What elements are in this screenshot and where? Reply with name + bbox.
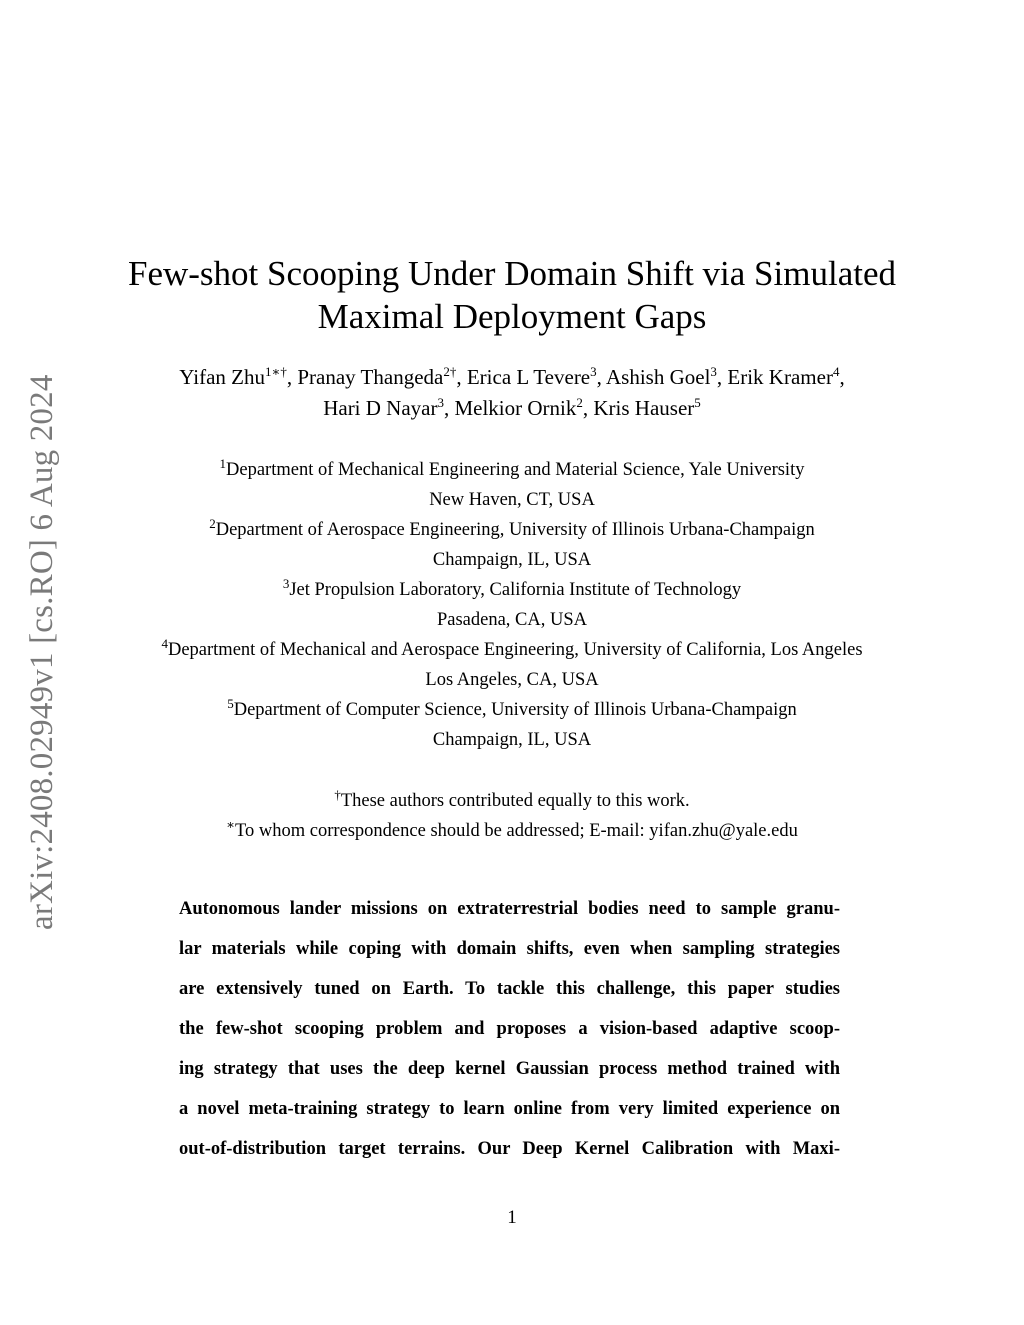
affiliation-location: New Haven, CT, USA: [429, 490, 595, 510]
author-list: [0, 362, 1024, 424]
abstract-line: out-of-distribution target terrains. Our Deep Kernel Calibration with Maxi-: [179, 1139, 840, 1159]
note-mark: †: [334, 786, 341, 802]
affiliation-text: Department of Mechanical and Aerospace Engineering, University of California, Los Angeles: [167, 640, 863, 660]
affiliation-text: Department of Aerospace Engineering, University of Illinois Urbana-Champaign: [215, 520, 815, 540]
paper-title: [0, 252, 1024, 338]
author-affiliation-mark: 3: [590, 364, 597, 379]
note-text: To whom correspondence should be addressed; E-mail: yifan.zhu@yale.edu: [234, 821, 798, 841]
author-affiliation-mark: 3: [437, 395, 444, 410]
affiliation-location: Los Angeles, CA, USA: [425, 670, 599, 690]
affiliation-mark: 1: [219, 455, 227, 471]
equal-contribution-note: [0, 786, 1024, 816]
abstract-line: a novel meta-training strategy to learn online from very limited experience on: [179, 1099, 840, 1119]
affiliation-location: Champaign, IL, USA: [432, 550, 592, 570]
affiliation-text: Department of Computer Science, University of Illinois Urbana-Champaign: [233, 700, 797, 720]
affiliation-list: [0, 455, 1024, 755]
author-affiliation-mark: 2: [576, 395, 583, 410]
author-name: Kris Hauser: [593, 396, 695, 420]
affiliation-name: [0, 695, 1024, 725]
title-line: Maximal Deployment Gaps: [317, 297, 707, 336]
author-separator: ,: [582, 396, 594, 420]
abstract-line: the few-shot scooping problem and proposes a vision-based adaptive scoop-: [179, 1019, 840, 1039]
arxiv-identifier-stamp: arXiv:2408.02949v1 [cs.RO] 6 Aug 2024: [24, 374, 60, 930]
author-line: [0, 362, 1024, 393]
author-name: Hari D Nayar: [323, 396, 438, 420]
author-separator: ,: [443, 396, 455, 420]
affiliation-name: [0, 575, 1024, 605]
author-affiliation-mark: 4: [832, 364, 840, 379]
author-separator: ,: [456, 365, 467, 389]
affiliation-mark: 4: [161, 635, 168, 651]
abstract-line: are extensively tuned on Earth. To tackle this challenge, this paper studies: [179, 979, 840, 999]
abstract: [179, 889, 840, 1169]
affiliation-mark: 3: [282, 575, 290, 591]
affiliation-name: [0, 515, 1024, 545]
author-name: Erik Kramer: [727, 365, 833, 389]
affiliation-name: [0, 635, 1024, 665]
note-text: These authors contributed equally to this work.: [340, 791, 690, 811]
page-number: 1: [507, 1207, 517, 1228]
author-notes: [0, 786, 1024, 846]
affiliation-text: Department of Mechanical Engineering and Material Science, Yale University: [226, 460, 805, 480]
author-line: [0, 393, 1024, 424]
affiliation-text: Jet Propulsion Laboratory, California Institute of Technology: [289, 580, 742, 600]
affiliation-mark: 5: [227, 695, 234, 711]
author-name: Erica L Tevere: [466, 365, 591, 389]
author-affiliation-mark: 1∗†: [265, 364, 287, 379]
author-affiliation-mark: 2†: [443, 364, 457, 379]
affiliation-name: [0, 455, 1024, 485]
title-line: Few-shot Scooping Under Domain Shift via Simulated: [128, 254, 896, 293]
affiliation-location: Pasadena, CA, USA: [436, 610, 588, 630]
abstract-line: lar materials while coping with domain shifts, even when sampling strategies: [179, 939, 840, 959]
author-separator: ,: [286, 365, 298, 389]
author-name: Yifan Zhu: [179, 365, 266, 389]
author-name: Melkior Ornik: [454, 396, 577, 420]
author-separator: ,: [596, 365, 606, 389]
abstract-line: ing strategy that uses the deep kernel Gaussian process method trained with: [179, 1059, 840, 1079]
abstract-line: Autonomous lander missions on extraterrestrial bodies need to sample granu-: [179, 899, 840, 919]
author-affiliation-mark: 5: [694, 395, 701, 410]
note-mark: ∗: [226, 816, 235, 832]
author-name: Ashish Goel: [605, 365, 711, 389]
correspondence-note: [0, 816, 1024, 846]
author-name: Pranay Thangeda: [297, 365, 444, 389]
author-separator: ,: [716, 365, 728, 389]
author-separator: ,: [839, 365, 845, 389]
affiliation-location: Champaign, IL, USA: [432, 730, 592, 750]
author-affiliation-mark: 3: [710, 364, 717, 379]
affiliation-mark: 2: [209, 515, 216, 531]
